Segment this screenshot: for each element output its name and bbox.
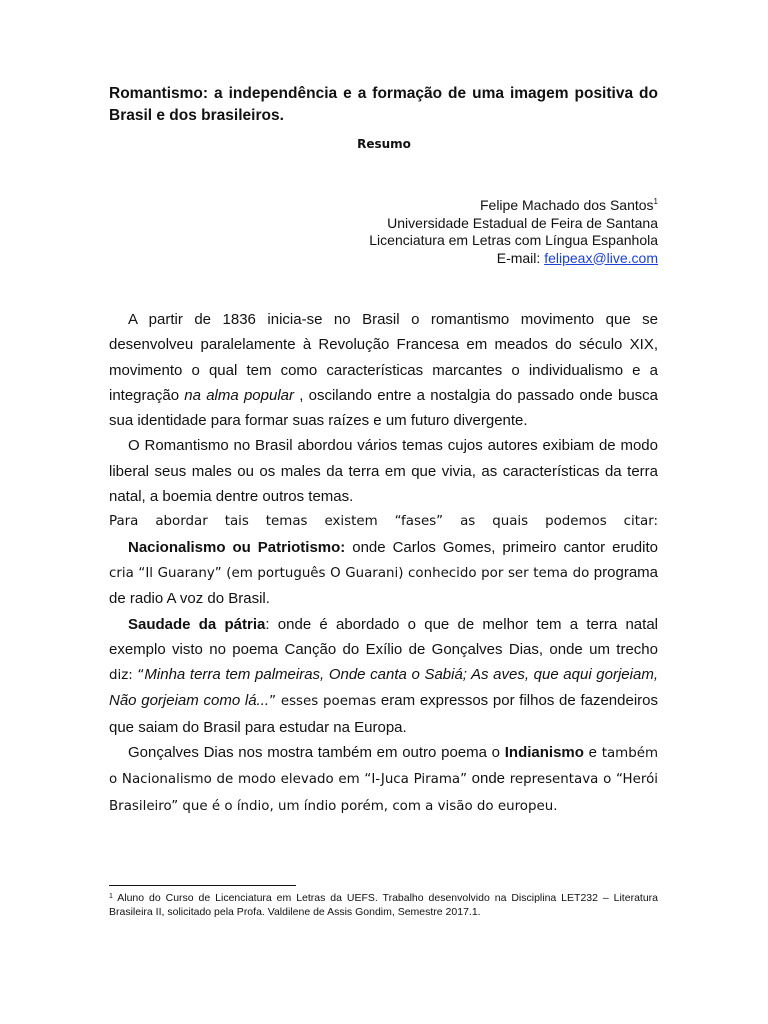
- paragraph-text-alt: cria “Il Guarany” (em português O Guarani) conhecido por ser tema do: [109, 565, 590, 581]
- paragraph-text-alt: diz: “: [109, 668, 145, 684]
- author-name-line: [369, 197, 658, 215]
- paragraph-text: programa de radio A voz do Brasil.: [109, 563, 658, 608]
- paragraph-4: [109, 535, 658, 612]
- paragraph-text: onde: [467, 770, 506, 788]
- paragraph-5: [109, 612, 658, 740]
- italic-phrase: na alma popular: [184, 386, 294, 404]
- section-heading: Resumo: [357, 137, 411, 151]
- topic-saudade: Saudade da pátria: [128, 615, 266, 633]
- document-title: Romantismo: a independência e a formação de uma imagem positiva do Brasil e dos brasileiros.: [109, 85, 658, 124]
- author-email-line: [369, 250, 658, 268]
- paragraph-1: [109, 307, 658, 433]
- author-name: Felipe Machado dos Santos: [479, 197, 654, 213]
- footnote-divider: [109, 885, 296, 886]
- paragraph-text-alt: também o Nacionalismo de modo elevado em “I-Juca Pirama”: [109, 746, 658, 788]
- topic-nacionalismo: Nacionalismo ou Patriotismo:: [128, 538, 346, 556]
- footnote-text: Aluno do Curso de Licenciatura em Letras da UEFS. Trabalho desenvolvido na Disciplina LET232 – Literatura Brasileira II, solicitado pela Profa. Valdilene de Assis Gondim, Semestre 2017.1.: [109, 892, 658, 918]
- footnote: [109, 892, 658, 919]
- body-text: [109, 307, 658, 819]
- paragraph-text-alt: ” esses poemas: [269, 694, 377, 710]
- paragraph-text: A partir de 1836 inicia-se no Brasil o romantismo movimento que se desenvolveu paralelamente à Revolução Francesa em meados do século XIX, movimento o qual tem como características marcantes o individualismo e a integração: [109, 311, 658, 404]
- email-link[interactable]: felipeax@live.com: [544, 249, 658, 266]
- author-university: Universidade Estadual de Feira de Santana: [387, 214, 658, 231]
- poem-quote: Minha terra tem palmeiras, Onde canta o Sabiá; As aves, que aqui gorjeiam, Não gorjeiam como lá...: [109, 666, 658, 710]
- paragraph-6: [109, 740, 658, 819]
- footnote-marker: 1: [109, 893, 113, 900]
- topic-indianismo: Indianismo: [504, 744, 584, 762]
- email-label: E-mail:: [496, 249, 545, 266]
- paragraph-text: e: [583, 744, 597, 762]
- paragraph-text: Gonçalves Dias nos mostra também em outro poema o: [128, 744, 505, 762]
- paragraph-text: , oscilando entre a nostalgia do passado onde busca sua identidade para formar suas raízes e um futuro divergente.: [109, 386, 659, 430]
- paragraph-text-alt: representava o “Herói Brasileiro” que é o índio, um índio porém, com a visão do europeu.: [109, 772, 658, 814]
- paragraph-text: eram expressos por filhos de fazendeiros que saiam do Brasil para estudar na Europa.: [109, 692, 659, 736]
- author-course: Licenciatura em Letras com Língua Espanhola: [369, 232, 658, 248]
- author-block: [369, 197, 658, 267]
- paragraph-text: onde Carlos Gomes, primeiro cantor erudito: [345, 538, 658, 556]
- author-footnote-marker: 1: [653, 197, 658, 206]
- paragraph-2: O Romantismo no Brasil abordou vários temas cujos autores exibiam de modo liberal seus males ou os males da terra em que vivia, as características da terra natal, a boemia dentre outros temas.: [109, 437, 658, 506]
- paragraph-3: Para abordar tais temas existem “fases” as quais podemos citar:: [109, 514, 658, 530]
- paragraph-text: : onde é abordado o que de melhor tem a terra natal exemplo visto no poema Canção do Exílio de Gonçalves Dias, onde um trecho: [109, 615, 658, 658]
